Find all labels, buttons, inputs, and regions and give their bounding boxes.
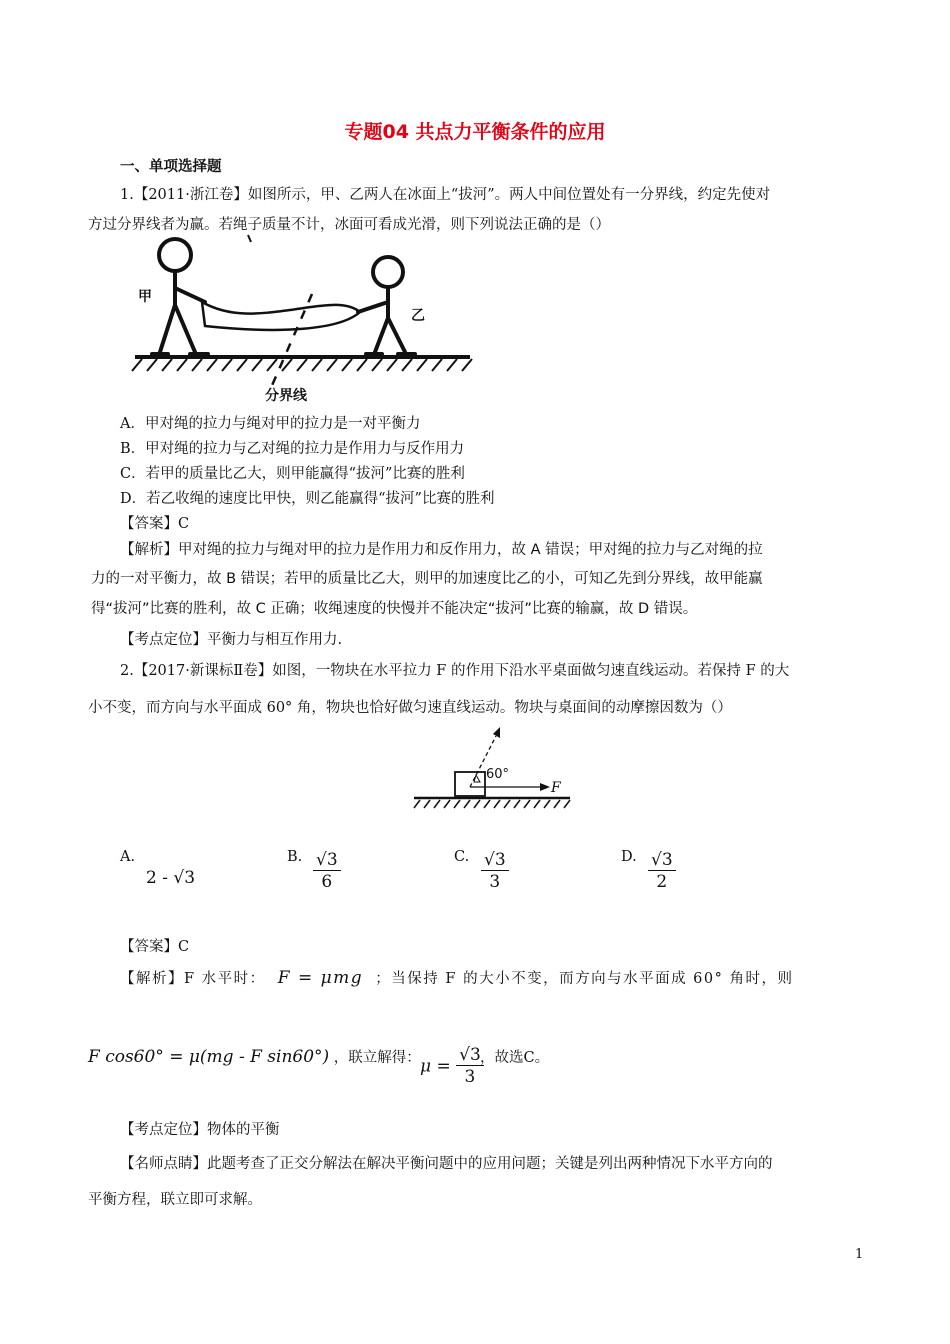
q2-analysis-prefix: 【解析】F 水平时： bbox=[120, 971, 266, 987]
q2-mu-result bbox=[420, 1045, 484, 1088]
figure-label-yi: 乙 bbox=[411, 308, 425, 324]
q1-option-c: C．若甲的质量比乙大，则甲能赢得“拔河”比赛的胜利 bbox=[120, 466, 465, 482]
tug-of-war-figure bbox=[130, 230, 475, 402]
q2-tip-line2: 平衡方程，联立即可求解。 bbox=[88, 1192, 262, 1208]
q2-option-d-denominator: 2 bbox=[656, 872, 668, 892]
figure-label-jia: 甲 bbox=[138, 289, 152, 305]
q2-analysis-line2 bbox=[88, 1046, 421, 1067]
q2-analysis-solve: ，联立解得： bbox=[333, 1050, 421, 1066]
q2-option-d-fraction bbox=[648, 850, 676, 893]
figure-angle-label: 60° bbox=[486, 767, 510, 782]
q2-point: 【考点定位】物体的平衡 bbox=[120, 1122, 280, 1138]
q2-option-a-label: A. bbox=[120, 849, 136, 865]
block-force-figure bbox=[410, 722, 575, 814]
q1-analysis-line1: 【解析】甲对绳的拉力与绳对甲的拉力是作用力和反作用力，故 A 错误；甲对绳的拉力与乙对绳的拉 bbox=[120, 542, 763, 558]
q2-option-d-numerator: √3 bbox=[648, 850, 676, 871]
page-title: 专题04 共点力平衡条件的应用 bbox=[344, 121, 606, 143]
q2-stem-line2: 小不变，而方向与水平面成 60° 角，物块也恰好做匀速直线运动。物块与桌面间的动摩擦因数为（） bbox=[88, 700, 732, 716]
q2-option-c-denominator: 3 bbox=[489, 872, 501, 892]
q2-option-b-label: B. bbox=[287, 849, 303, 865]
q2-tip-line1: 【名师点睛】此题考查了正交分解法在解决平衡问题中的应用问题；关键是列出两种情况下水平方向的 bbox=[120, 1156, 773, 1172]
q2-mu-denominator: 3 bbox=[464, 1067, 476, 1087]
q2-option-b-fraction bbox=[313, 850, 341, 893]
q2-answer: 【答案】C bbox=[120, 939, 190, 955]
q2-option-a-value: 2 - √3 bbox=[146, 868, 196, 888]
q2-mu-numerator: √3 bbox=[456, 1045, 484, 1066]
q1-stem-line1: 1.【2011·浙江卷】如图所示，甲、乙两人在冰面上“拔河”。两人中间位置处有一分界线，约定先使对 bbox=[120, 187, 771, 203]
q2-mu-lhs: μ = bbox=[420, 1056, 451, 1077]
figure-label-boundary: 分界线 bbox=[265, 388, 307, 402]
q1-answer: 【答案】C bbox=[120, 516, 190, 532]
q2-option-c-label: C. bbox=[454, 849, 470, 865]
q2-analysis-line1 bbox=[120, 967, 794, 988]
q1-stem-line2: 方过分界线者为赢。若绳子质量不计，冰面可看成光滑，则下列说法正确的是（） bbox=[88, 217, 610, 233]
q1-option-a: A．甲对绳的拉力与绳对甲的拉力是一对平衡力 bbox=[120, 416, 421, 432]
figure-force-label: F bbox=[551, 780, 561, 796]
q1-analysis-line3: 得“拔河”比赛的胜利，故 C 正确；收绳速度的快慢并不能决定“拔河”比赛的输赢，故 D 错误。 bbox=[91, 601, 698, 617]
section-heading: 一、单项选择题 bbox=[120, 159, 222, 175]
q1-option-b: B．甲对绳的拉力与乙对绳的拉力是作用力与反作用力 bbox=[120, 441, 465, 457]
q2-option-d-label: D. bbox=[621, 849, 637, 865]
q1-analysis-line2: 力的一对平衡力，故 B 错误；若甲的质量比乙大，则甲的加速度比乙的小，可知乙先到分界线，故甲能赢 bbox=[91, 571, 763, 587]
page-number: 1 bbox=[855, 1247, 864, 1262]
q2-option-c-numerator: √3 bbox=[481, 850, 509, 871]
q1-point: 【考点定位】平衡力与相互作用力. bbox=[120, 632, 343, 648]
q1-option-d: D．若乙收绳的速度比甲快，则乙能赢得“拔河”比赛的胜利 bbox=[120, 491, 495, 507]
q2-analysis-conclusion: ，故选C。 bbox=[480, 1050, 550, 1066]
q2-option-b-denominator: 6 bbox=[321, 872, 333, 892]
q2-option-c-fraction bbox=[481, 850, 509, 893]
q2-equation-angled: F cos60° = μ(mg - F sin60°) bbox=[88, 1047, 330, 1067]
q2-option-b-numerator: √3 bbox=[313, 850, 341, 871]
q2-equation-horizontal: F = μmg bbox=[277, 968, 364, 988]
q2-stem-line1: 2.【2017·新课标Ⅱ卷】如图，一物块在水平拉力 F 的作用下沿水平桌面做匀速直线运动。若保持 F 的大 bbox=[120, 663, 790, 679]
q2-analysis-suffix: ；当保持 F 的大小不变，而方向与水平面成 60° 角时，则 bbox=[375, 971, 794, 987]
